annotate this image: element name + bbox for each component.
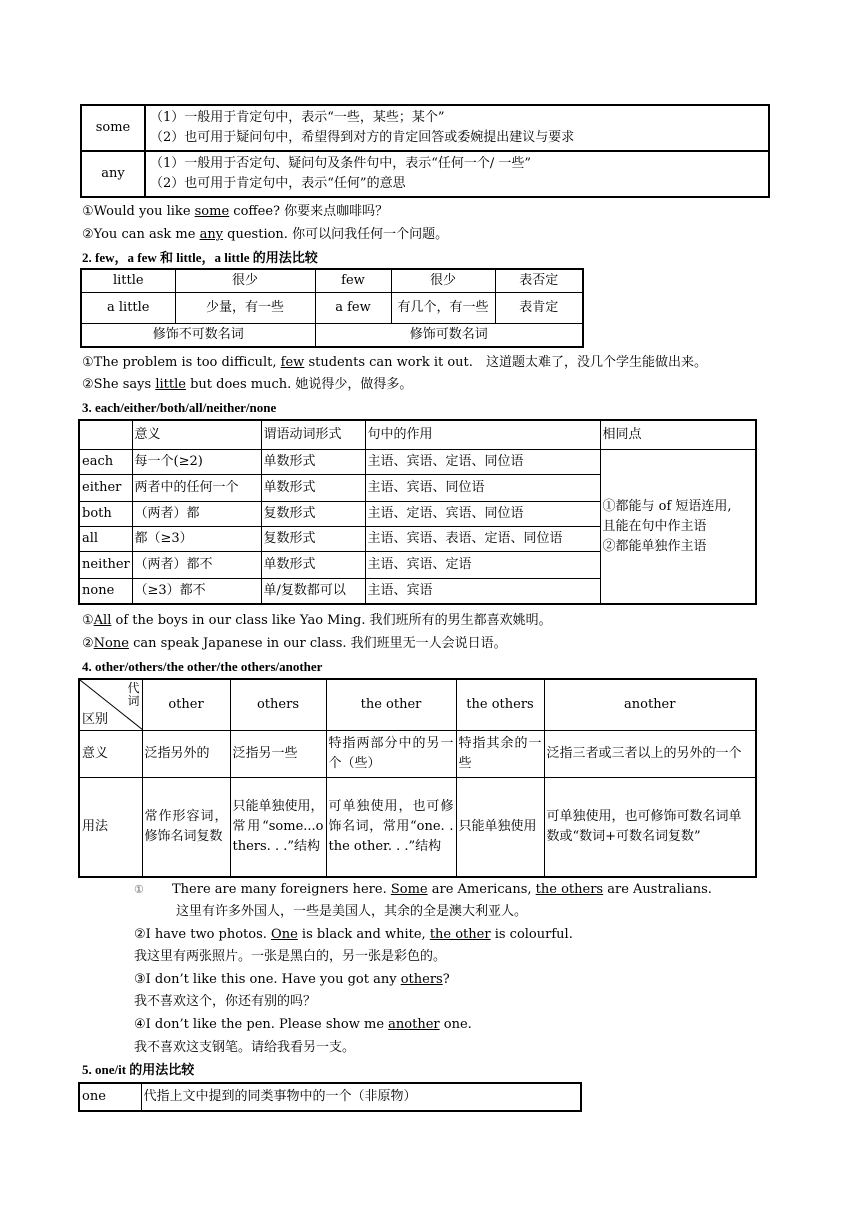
table-cell: 泛指另外的 xyxy=(142,731,230,778)
table-cell: all xyxy=(79,527,132,552)
usage-line: （1）一般用于否定句、疑问句及条件句中，表示“任何一个/ 一些” xyxy=(150,156,532,171)
table-cell: 主语、宾语、同位语 xyxy=(365,475,600,502)
header-cell: another xyxy=(544,679,756,731)
example-number: ① xyxy=(134,883,144,896)
example-translation: 我这里有两张照片。一张是黑白的，另一张是彩色的。 xyxy=(134,949,447,964)
table-row xyxy=(81,293,583,324)
table-row xyxy=(81,105,769,151)
table-cell: 表否定 xyxy=(495,269,583,293)
example-line xyxy=(82,376,412,394)
few-little-table xyxy=(80,268,584,348)
corner-bottom-label: 区别 xyxy=(82,712,109,727)
table-cell: 都（≥3） xyxy=(132,527,261,552)
table-cell: 少量，有一些 xyxy=(175,293,315,324)
table-cell: 泛指另一些 xyxy=(230,731,326,778)
table-cell: （两者）都 xyxy=(132,502,261,527)
example-line xyxy=(82,635,507,653)
example-translation: 这道题太难了，没几个学生能做出来。 xyxy=(486,355,708,370)
table-cell: 两者中的任何一个 xyxy=(132,475,261,502)
header-cell: other xyxy=(142,679,230,731)
table-cell: little xyxy=(81,269,175,293)
word-cell: some xyxy=(81,105,145,151)
table-cell: 有几个，有一些 xyxy=(391,293,495,324)
section-heading: 3. each/either/both/all/neither/none xyxy=(82,400,277,415)
common-line: ①都能与 of 短语连用, xyxy=(602,498,732,514)
table-cell: one xyxy=(79,1083,141,1111)
table-cell: （两者）都不 xyxy=(132,552,261,579)
table-cell: 单/复数都可以 xyxy=(261,579,365,605)
table-cell: 可单独使用，也可修饰可数名词单数或“数词+可数名词复数” xyxy=(544,778,756,878)
table-row xyxy=(81,269,583,293)
example-line xyxy=(134,926,573,944)
section-heading: 4. other/others/the other/the others/another xyxy=(82,659,323,674)
section-heading: 2. few，a few 和 little，a little 的用法比较 xyxy=(82,250,318,265)
example-text: of the boys in our class like Yao Ming. 我们班所有的男生都喜欢姚明。 xyxy=(111,613,552,628)
example-text: ③I don’t like this one. Have you got any xyxy=(134,972,401,987)
underlined-word: the other xyxy=(429,927,491,942)
table-cell: 单数形式 xyxy=(261,552,365,579)
example-line xyxy=(134,881,144,899)
header-cell: 相同点 xyxy=(600,420,756,450)
underlined-word: the others xyxy=(535,882,604,897)
example-text: students can work it out. xyxy=(304,355,473,370)
table-cell: 主语、宾语、定语 xyxy=(365,552,600,579)
table-row xyxy=(79,778,756,878)
header-cell: the other xyxy=(326,679,456,731)
example-translation: 这里有许多外国人，一些是美国人，其余的全是澳大利亚人。 xyxy=(176,904,528,919)
table-cell: 常作形容词，修饰名词复数 xyxy=(142,778,230,878)
table-header-row xyxy=(79,420,756,450)
example-text: are Australians. xyxy=(603,882,712,897)
table-cell: 可单独使用，也可修饰名词，常用“one. . the other. . .”结构 xyxy=(326,778,456,878)
example-text: ② xyxy=(82,636,94,651)
table-cell: both xyxy=(79,502,132,527)
some-any-table xyxy=(80,104,770,198)
table-cell: neither xyxy=(79,552,132,579)
table-cell: 表肯定 xyxy=(495,293,583,324)
example-line xyxy=(172,881,712,899)
table-cell: 主语、宾语 xyxy=(365,579,600,605)
table-cell: 修饰不可数名词 xyxy=(81,324,315,348)
underlined-word: few xyxy=(280,355,305,370)
table-cell: 特指两部分中的另一个（些） xyxy=(326,731,456,778)
header-cell: others xyxy=(230,679,326,731)
underlined-word: Some xyxy=(390,882,428,897)
underlined-word: any xyxy=(199,227,224,242)
table-cell: 主语、定语、宾语、同位语 xyxy=(365,502,600,527)
other-another-table xyxy=(78,678,757,878)
table-cell: 复数形式 xyxy=(261,527,365,552)
header-cell xyxy=(79,420,132,450)
example-text: ②I have two photos. xyxy=(134,927,272,942)
row-label: 意义 xyxy=(79,731,142,778)
table-cell: 特指其余的一些 xyxy=(456,731,544,778)
table-cell: 只能单独使用 xyxy=(456,778,544,878)
corner-cell xyxy=(79,679,142,731)
underlined-word: others xyxy=(400,972,443,987)
example-text: coffee? 你要来点咖啡吗？ xyxy=(229,204,389,219)
example-text: ? xyxy=(442,972,450,987)
example-text: is colourful. xyxy=(490,927,573,942)
usage-line: （2）也可用于疑问句中，希望得到对方的肯定回答或委婉提出建议与要求 xyxy=(150,130,575,145)
example-text: are Americans, xyxy=(427,882,536,897)
example-translation: 我不喜欢这支钢笔。请给我看另一支。 xyxy=(134,1040,356,1055)
example-text: but does much. 她说得少，做得多。 xyxy=(185,377,413,392)
underlined-word: All xyxy=(93,613,112,628)
example-translation: 我不喜欢这个，你还有别的吗？ xyxy=(134,994,317,1009)
example-text: ①The problem is too difficult, xyxy=(82,355,281,370)
header-cell: the others xyxy=(456,679,544,731)
table-cell: a little xyxy=(81,293,175,324)
common-line: ②都能单独作主语 xyxy=(602,538,707,554)
example-text: ②You can ask me xyxy=(82,227,200,242)
table-cell: 主语、宾语、定语、同位语 xyxy=(365,450,600,475)
row-label: 用法 xyxy=(79,778,142,878)
word-cell: any xyxy=(81,151,145,197)
table-cell: 只能单独使用，常用“some...others. . .”结构 xyxy=(230,778,326,878)
underlined-word: little xyxy=(155,377,186,392)
example-line xyxy=(82,354,473,372)
table-cell: 主语、宾语、表语、定语、同位语 xyxy=(365,527,600,552)
example-line xyxy=(134,1016,472,1034)
header-cell: 句中的作用 xyxy=(365,420,600,450)
example-line xyxy=(82,203,388,221)
example-text: question. 你可以问我任何一个问题。 xyxy=(223,227,449,242)
usage-line: （2）也可用于肯定句中，表示“任何”的意思 xyxy=(150,176,406,191)
underlined-word: some xyxy=(194,204,230,219)
example-text: one. xyxy=(439,1017,472,1032)
table-row xyxy=(81,324,583,348)
table-cell: few xyxy=(315,269,391,293)
underlined-word: another xyxy=(388,1017,440,1032)
table-cell: either xyxy=(79,475,132,502)
table-cell: 泛指三者或三者以上的另外的一个 xyxy=(544,731,756,778)
example-text: There are many foreigners here. xyxy=(172,882,391,897)
example-text: ②She says xyxy=(82,377,156,392)
table-cell: 复数形式 xyxy=(261,502,365,527)
table-cell: a few xyxy=(315,293,391,324)
usage-cell xyxy=(145,105,769,151)
table-cell: 单数形式 xyxy=(261,475,365,502)
example-text: ①Would you like xyxy=(82,204,195,219)
each-either-table xyxy=(78,419,757,605)
table-cell: each xyxy=(79,450,132,475)
section-heading: 5. one/it 的用法比较 xyxy=(82,1062,195,1077)
table-cell: 每一个(≥2) xyxy=(132,450,261,475)
table-cell: 很少 xyxy=(175,269,315,293)
usage-cell xyxy=(145,151,769,197)
header-cell: 意义 xyxy=(132,420,261,450)
underlined-word: One xyxy=(271,927,298,942)
table-cell: none xyxy=(79,579,132,605)
common-points-cell xyxy=(600,450,756,605)
table-cell: 很少 xyxy=(391,269,495,293)
example-line xyxy=(82,612,552,630)
usage-line: （1）一般用于肯定句中，表示“一些，某些；某个” xyxy=(150,110,445,125)
underlined-word: None xyxy=(93,636,129,651)
table-header-row xyxy=(79,679,756,731)
table-row xyxy=(81,151,769,197)
table-cell: 修饰可数名词 xyxy=(315,324,583,348)
table-cell: 代指上文中提到的同类事物中的一个（非原物） xyxy=(141,1083,581,1111)
one-it-table xyxy=(78,1082,582,1112)
example-text: ① xyxy=(82,613,94,628)
example-text: is black and white, xyxy=(297,927,430,942)
example-text: can speak Japanese in our class. 我们班里无一人会说日语。 xyxy=(128,636,507,651)
example-text: ④I don’t like the pen. Please show me xyxy=(134,1017,389,1032)
table-row xyxy=(79,731,756,778)
example-line xyxy=(82,226,448,244)
table-row xyxy=(79,450,756,475)
table-cell: （≥3）都不 xyxy=(132,579,261,605)
header-cell: 谓语动词形式 xyxy=(261,420,365,450)
table-cell: 单数形式 xyxy=(261,450,365,475)
common-line: 且能在句中作主语 xyxy=(602,518,707,534)
example-line xyxy=(134,971,450,989)
table-row xyxy=(79,1083,581,1111)
corner-top-label: 代词 xyxy=(127,681,140,708)
